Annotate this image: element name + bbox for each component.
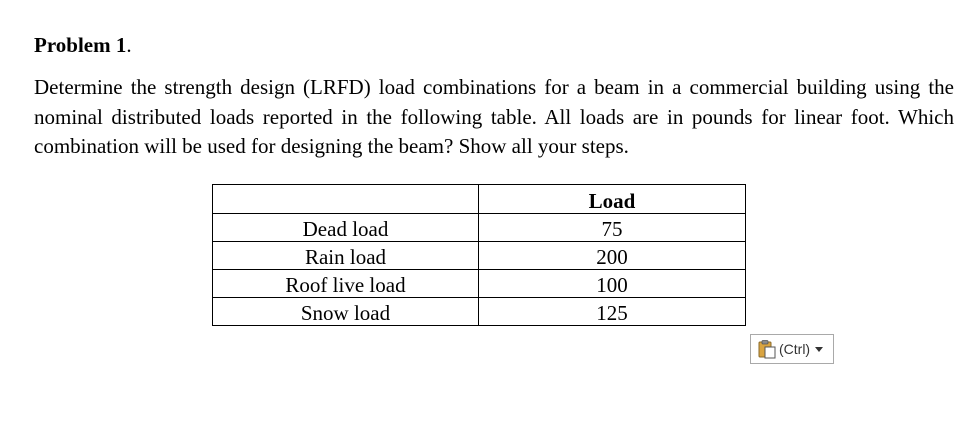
table-row <box>213 214 746 242</box>
clipboard-paste-icon <box>757 339 777 359</box>
table-cell-label: Snow load <box>213 298 479 326</box>
problem-title-period: . <box>126 33 132 57</box>
table-cell-label: Dead load <box>213 214 479 242</box>
table-cell-value: 125 <box>479 298 746 326</box>
problem-statement: Determine the strength design (LRFD) load combinations for a beam in a commercial building using the nominal distributed loads reported in the following table. All loads are in pounds for linear foot. Which combination will be used for designing the beam? Show all your steps. <box>34 75 954 158</box>
chevron-down-icon[interactable] <box>815 347 823 352</box>
table-header-row <box>213 185 746 214</box>
loads-table <box>212 184 746 326</box>
problem-title: Problem 1 <box>34 33 127 57</box>
table-row <box>213 270 746 298</box>
paste-options-label: (Ctrl) <box>779 341 811 357</box>
table-cell-value: 75 <box>479 214 746 242</box>
table-header-empty <box>213 185 479 214</box>
table-cell-value: 100 <box>479 270 746 298</box>
table-cell-label: Roof live load <box>213 270 479 298</box>
table-header-load: Load <box>479 185 746 214</box>
paste-options-button[interactable] <box>750 334 834 364</box>
table-row <box>213 242 746 270</box>
table-row <box>213 298 746 326</box>
table-cell-value: 200 <box>479 242 746 270</box>
problem-heading <box>34 31 132 59</box>
table-cell-label: Rain load <box>213 242 479 270</box>
